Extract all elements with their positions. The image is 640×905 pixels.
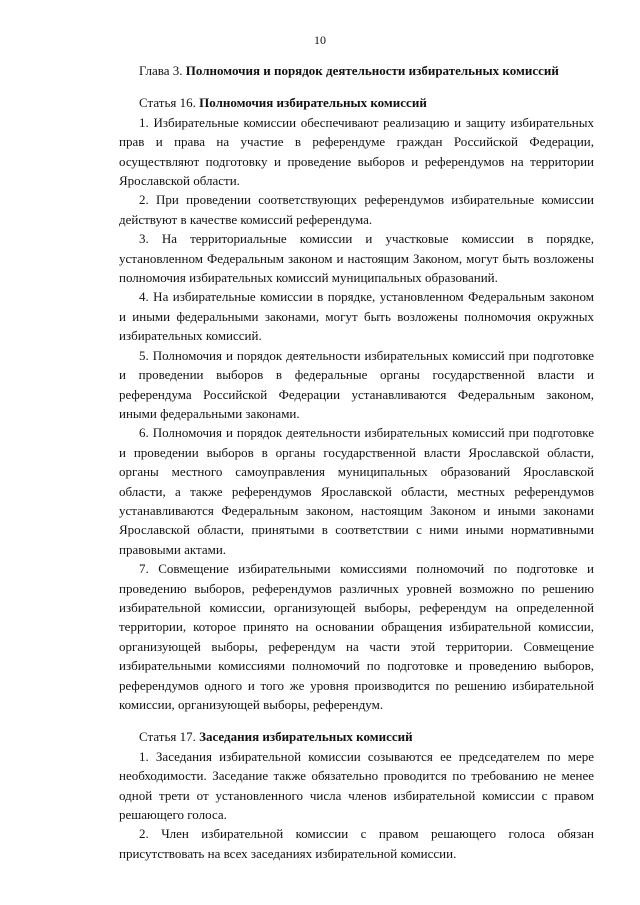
- article-16: [119, 93, 594, 714]
- paragraph: 7. Совмещение избирательными комиссиями полномочий по подготовке и проведению выборов, референдумов различных уровней возможно по решению избирательной комиссии, организующей выборы, референдум на определенной территории, которое принято на основании обращения избирательной комиссии, организующей выборы, референдум на части этой территории. Совмещение избирательными комиссиями полномочий по подготовке и проведению выборов, референдумов одного и того же уровня производится по решению избирательной комиссии, организующей выборы, референдум.: [119, 561, 594, 712]
- chapter-title: Полномочия и порядок деятельности избирательных комиссий: [185, 63, 559, 78]
- chapter-heading: [119, 61, 594, 80]
- article-spacer: [119, 714, 594, 727]
- article-title: Полномочия избирательных комиссий: [199, 95, 427, 111]
- article-title: Заседания избирательных комиссий: [199, 729, 413, 745]
- paragraph: 4. На избирательные комиссии в порядке, установленном Федеральным законом и иными федеральными законами, могут быть возложены полномочия окружных избирательных комиссий.: [119, 289, 594, 344]
- chapter-label: Глава 3.: [139, 63, 183, 78]
- paragraph: 2. При проведении соответствующих референдумов избирательные комиссии действуют в качестве комиссий референдума.: [119, 192, 594, 227]
- article-label: Статья 16.: [139, 95, 196, 111]
- paragraph: 2. Член избирательной комиссии с правом решающего голоса обязан присутствовать на всех заседаниях избирательной комиссии.: [119, 826, 594, 861]
- article-heading: [119, 727, 594, 746]
- paragraph: 6. Полномочия и порядок деятельности избирательных комиссий при подготовке и проведении выборов в органы государственной власти Ярославской области, органы местного самоуправления муниципальных образований Ярославской области, а также референдумов Ярославской области, местных референдумов устанавливаются Федеральным законом, настоящим Законом и иными законами Ярославской области, принятыми в соответствии с ними иными нормативными правовыми актами.: [119, 425, 594, 557]
- paragraph: 5. Полномочия и порядок деятельности избирательных комиссий при подготовке и проведении выборов в федеральные органы государственной власти и референдума Российской Федерации устанавливаются Федеральным законом, иными федеральными законами.: [119, 347, 594, 421]
- document-body: [119, 61, 594, 863]
- page-number: 10: [314, 33, 326, 47]
- article-label: Статья 17.: [139, 729, 196, 745]
- article-heading: [119, 93, 594, 112]
- paragraph: 1. Избирательные комиссии обеспечивают реализацию и защиту избирательных прав и права на участие в референдуме граждан Российской Федерации, осуществляют подготовку и проведение выборов и референдумов на территории Ярославской области.: [119, 114, 594, 189]
- paragraph: 3. На территориальные комиссии и участковые комиссии в порядке, установленном Федеральным законом и настоящим Законом, могут быть возложены полномочия избирательных комиссий муниципальных образований.: [119, 231, 594, 286]
- article-17: [119, 727, 594, 863]
- paragraph: 1. Заседания избирательной комиссии созываются ее председателем по мере необходимости. Заседание также обязательно проводится по требованию не менее одной трети от установленного числа членов избирательной комиссии с правом решающего голоса.: [119, 748, 594, 823]
